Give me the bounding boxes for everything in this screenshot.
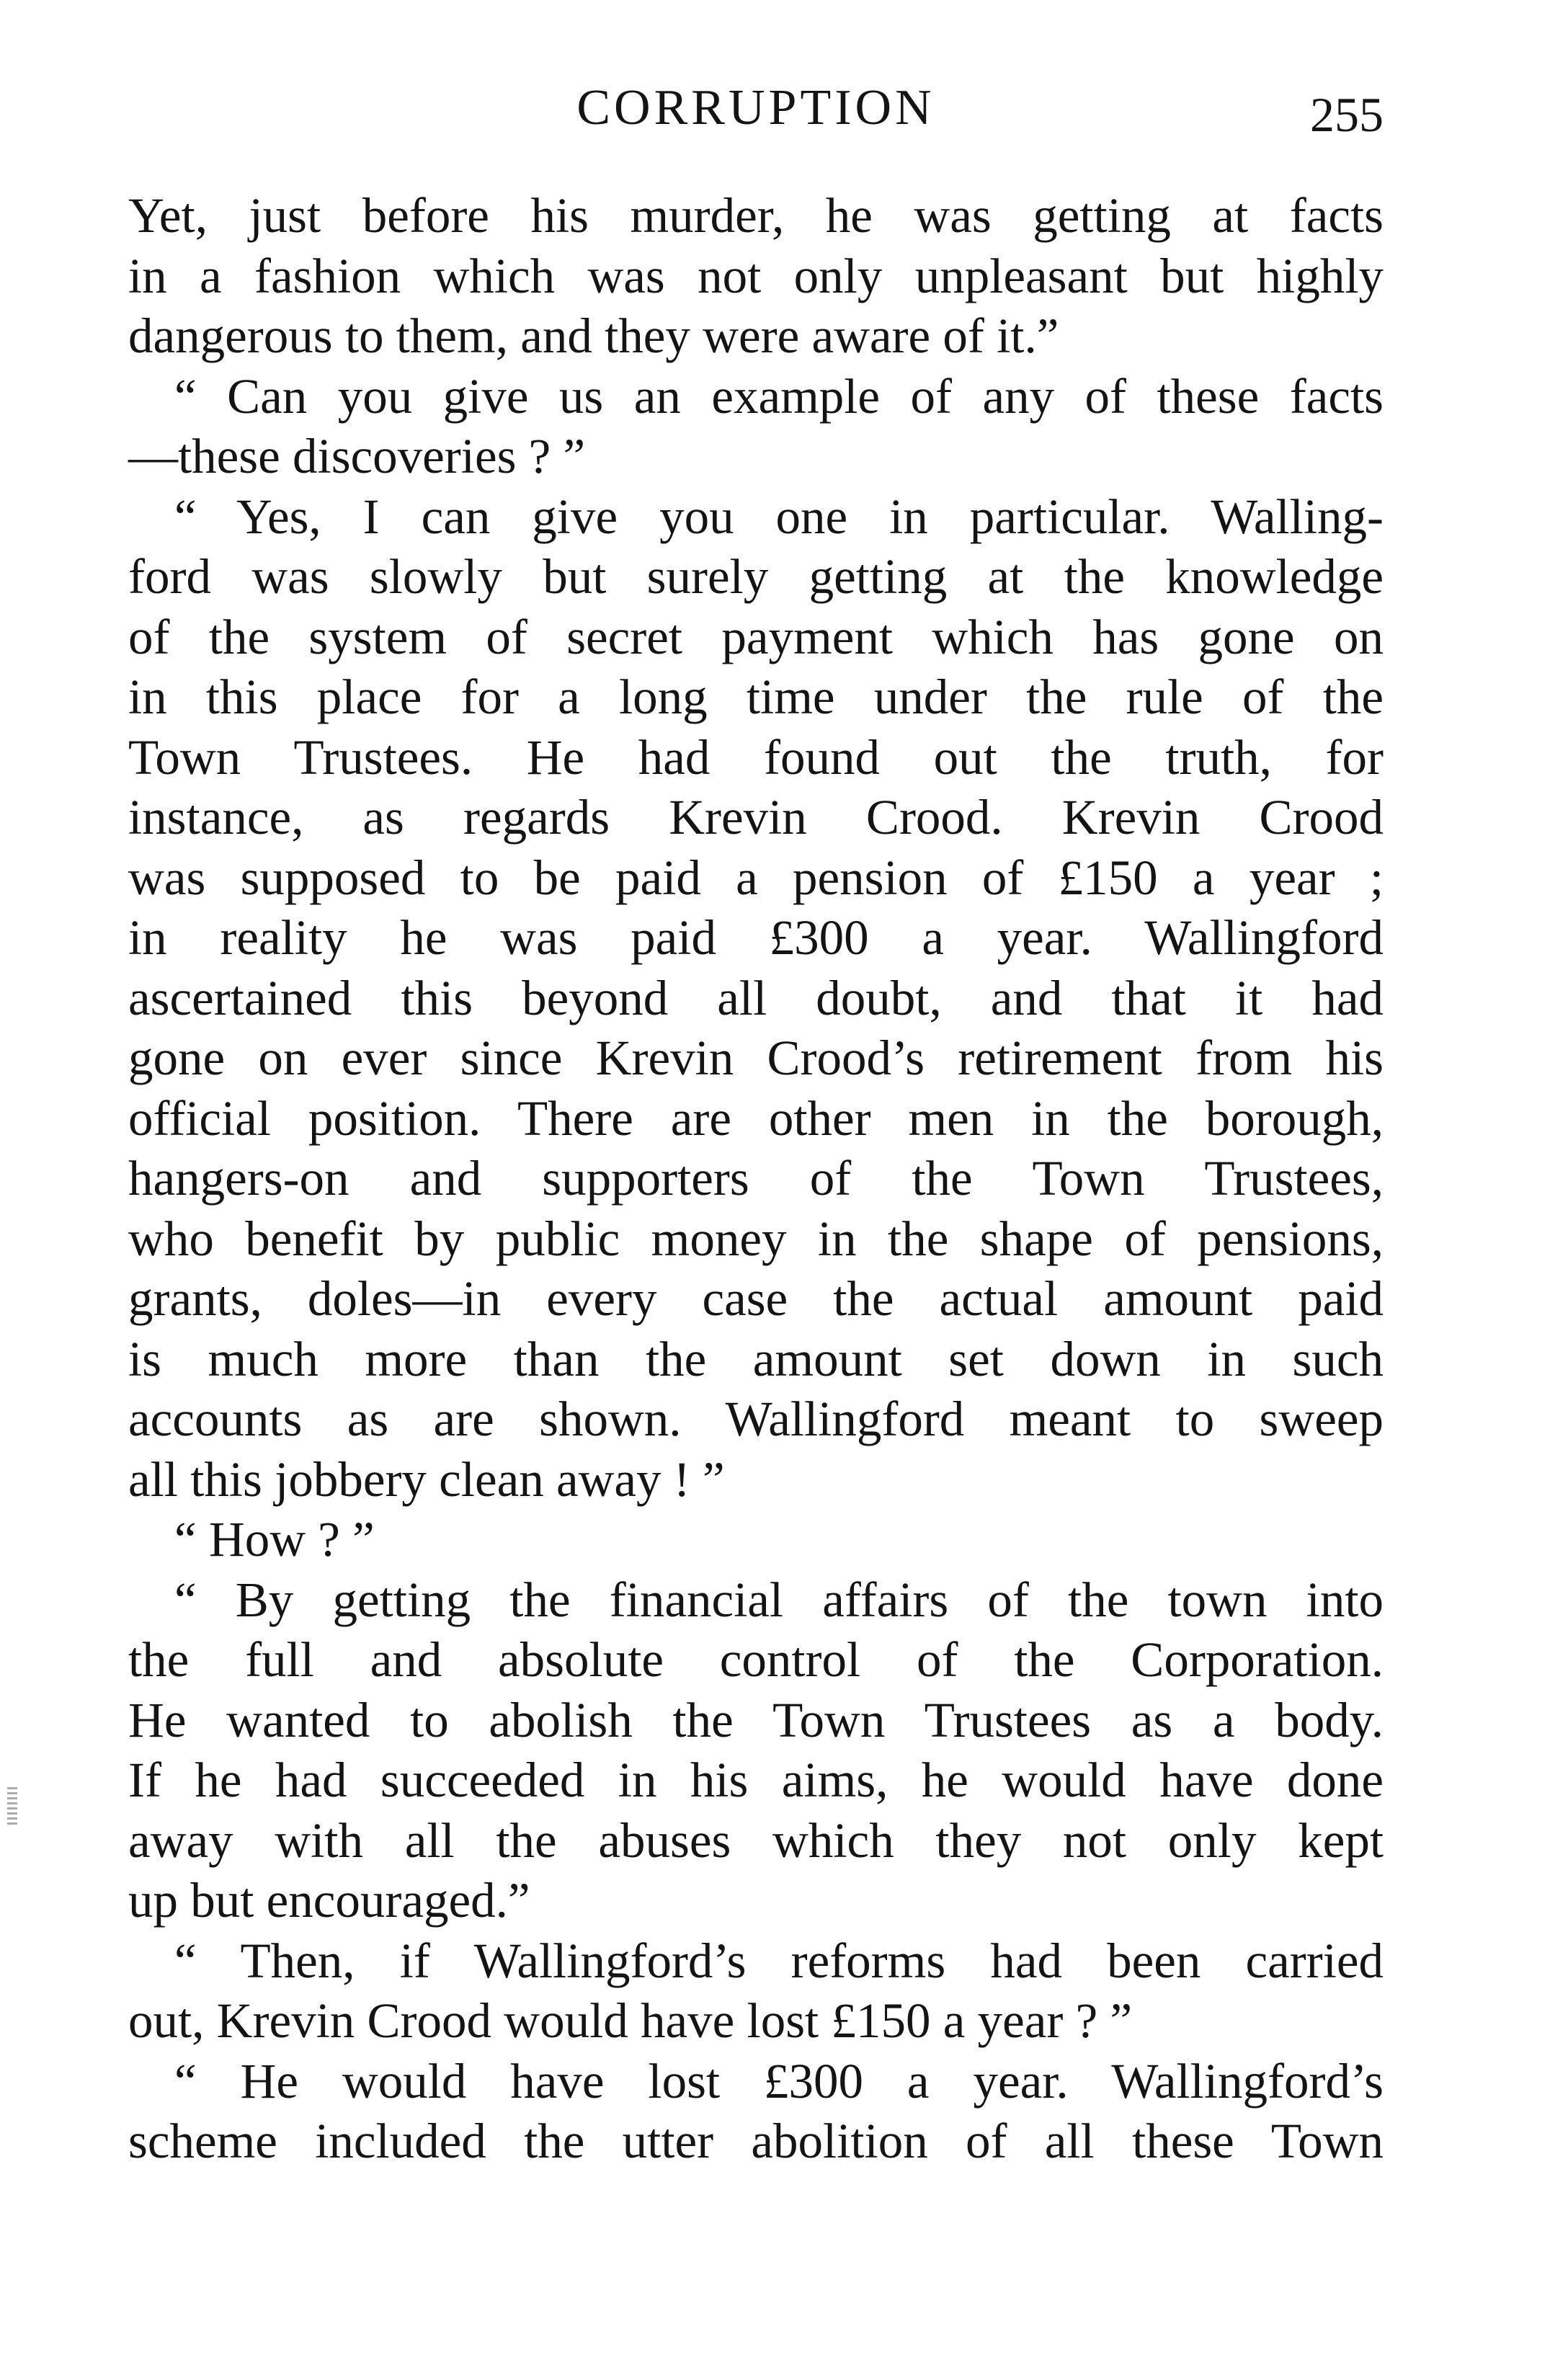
text-line: was supposed to be paid a pension of £150 a year ; bbox=[128, 850, 1384, 905]
margin-speck bbox=[7, 1787, 17, 1825]
text-line: is much more than the amount set down in such bbox=[128, 1331, 1384, 1386]
text-line: instance, as regards Krevin Crood. Krevin Crood bbox=[128, 790, 1384, 845]
text-line: “ How ? ” bbox=[174, 1512, 375, 1567]
text-line: out, Krevin Crood would have lost £150 a year ? ” bbox=[128, 1993, 1133, 2048]
text-line: ascertained this beyond all doubt, and that it had bbox=[128, 970, 1384, 1025]
text-line: up but encouraged.” bbox=[128, 1873, 530, 1928]
text-line: “ By getting the financial affairs of the town into bbox=[174, 1572, 1384, 1627]
text-line: official position. There are other men in the borough, bbox=[128, 1090, 1384, 1146]
text-line: Town Trustees. He had found out the truth, for bbox=[128, 729, 1384, 785]
text-line: “ He would have lost £300 a year. Wallingford’s bbox=[174, 2053, 1384, 2109]
text-line: all this jobbery clean away ! ” bbox=[128, 1451, 725, 1507]
text-line: who benefit by public money in the shape of pensions, bbox=[128, 1211, 1384, 1266]
text-line: ford was slowly but surely getting at the knowledge bbox=[128, 549, 1384, 604]
text-line: Yet, just before his murder, he was getting at facts bbox=[128, 188, 1384, 243]
text-line: accounts as are shown. Wallingford meant to sweep bbox=[128, 1392, 1384, 1446]
text-line: He wanted to abolish the Town Trustees as a body. bbox=[128, 1692, 1384, 1748]
running-title: CORRUPTION bbox=[576, 80, 935, 135]
text-line: If he had succeeded in his aims, he would have done bbox=[128, 1753, 1384, 1807]
text-line: of the system of secret payment which has gone on bbox=[128, 609, 1384, 664]
body-text bbox=[128, 186, 1384, 2172]
text-line: in reality he was paid £300 a year. Wallingford bbox=[128, 910, 1384, 965]
text-line: grants, doles—in every case the actual amount paid bbox=[128, 1271, 1384, 1326]
text-line: away with all the abuses which they not only kept bbox=[128, 1812, 1384, 1868]
text-line: “ Can you give us an example of any of these facts bbox=[174, 368, 1384, 424]
running-head bbox=[128, 74, 1384, 153]
text-line: hangers-on and supporters of the Town Trustees, bbox=[128, 1151, 1384, 1206]
page-number: 255 bbox=[1310, 87, 1384, 142]
text-line: gone on ever since Krevin Crood’s retirement from his bbox=[128, 1030, 1384, 1085]
text-line: in this place for a long time under the rule of the bbox=[128, 669, 1384, 724]
text-line: in a fashion which was not only unpleasant but highly bbox=[128, 248, 1384, 303]
text-line: the full and absolute control of the Corporation. bbox=[128, 1632, 1384, 1687]
text-line: —these discoveries ? ” bbox=[128, 429, 586, 484]
text-line: dangerous to them, and they were aware of it.” bbox=[128, 308, 1059, 363]
text-line: scheme included the utter abolition of all these Town bbox=[128, 2114, 1384, 2168]
text-line: “ Yes, I can give you one in particular. Walling- bbox=[174, 489, 1384, 544]
text-line: “ Then, if Wallingford’s reforms had been carried bbox=[174, 1933, 1384, 1988]
